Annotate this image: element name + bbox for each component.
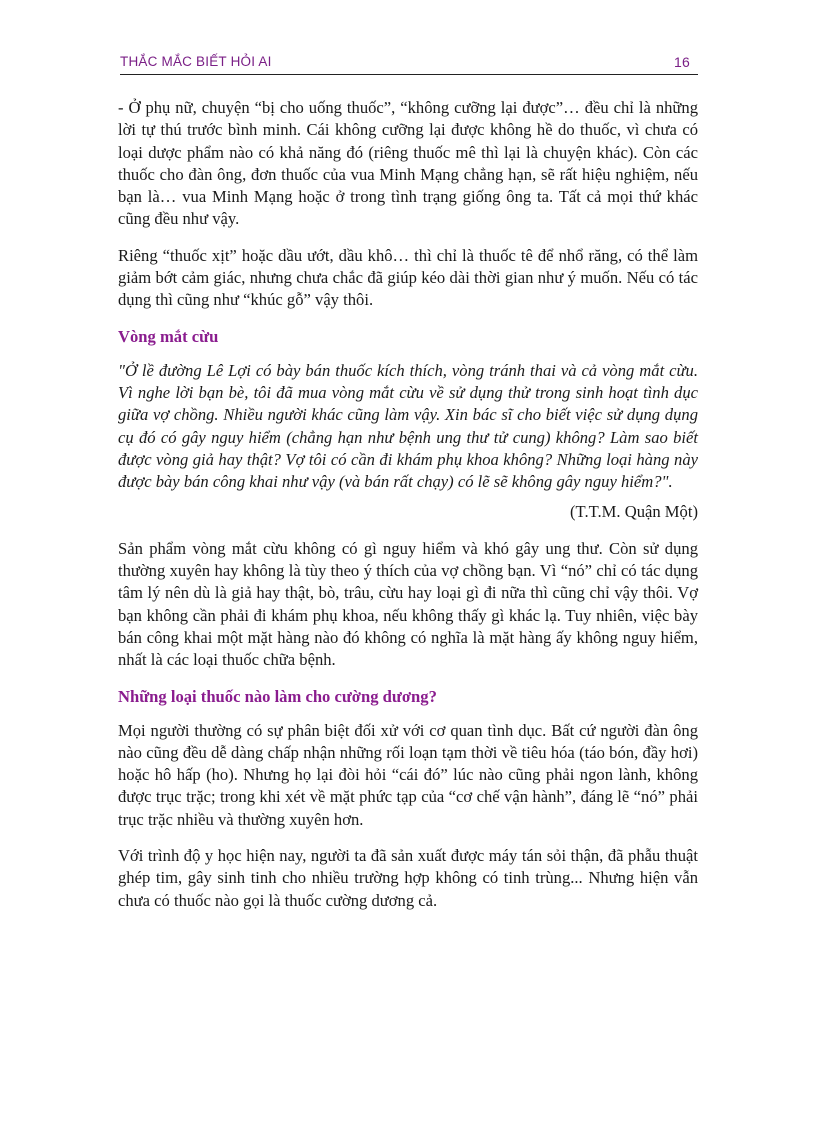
question-signature: (T.T.M. Quận Một) xyxy=(570,502,698,522)
answer-paragraph: Sản phẩm vòng mắt cừu không có gì nguy hiểm và khó gây ung thư. Còn sử dụng thường xuyên hay không là tùy theo ý thích của vợ chồng bạn. Vì “nó” chỉ có tác dụng tâm lý nên dù là giả hay thật, bò, trâu, cừu hay loại gì đi nữa thì cũng chỉ vậy thôi. Vợ bạn không cần phải đi khám phụ khoa, nếu không thấy gì khác lạ. Tuy nhiên, việc bày bán công khai một mặt hàng nào đó không có nghĩa là mặt hàng ấy không nguy hiểm, nhất là các loại thuốc chữa bệnh. xyxy=(118,538,698,670)
paragraph-discrimination: Mọi người thường có sự phân biệt đối xử với cơ quan tình dục. Bất cứ người đàn ông nào cũng đều dễ dàng chấp nhận những rối loạn tạm thời về tiêu hóa (táo bón, đầy hơi) hoặc hô hấp (ho). Nhưng họ lại đòi hỏi “cái đó” lúc nào cũng phải ngon lành, không được trục trặc; trong khi xét về mặt phức tạp của “cơ chế vận hành”, đáng lẽ “nó” phải trục trặc nhiều và thường xuyên hơn. xyxy=(118,720,698,829)
page-number: 16 xyxy=(674,54,690,70)
paragraph-spray: Riêng “thuốc xịt” hoặc dầu ướt, dầu khô… thì chỉ là thuốc tê để nhổ răng, có thể làm giảm bớt cảm giác, nhưng chưa chắc đã giúp kéo dài thời gian như ý muốn. Nếu có tác dụng thì cũng như “khúc gỗ” vậy thôi. xyxy=(118,245,698,310)
running-title: THẮC MẮC BIẾT HỎI AI xyxy=(120,54,272,69)
reader-question: "Ở lề đường Lê Lợi có bày bán thuốc kích thích, vòng tránh thai và cả vòng mắt cừu. Vì nghe lời bạn bè, tôi đã mua vòng mắt cừu về sử dụng thử trong sinh hoạt tình dục giữa vợ chồng. Nhiều người khác cũng làm vậy. Xin bác sĩ cho biết việc sử dụng dụng cụ đó có gây nguy hiểm (chẳng hạn như bệnh ung thư tử cung) không? Làm sao biết được vòng giả hay thật? Vợ tôi có cần đi khám phụ khoa không? Những loại hàng này được bày bán công khai như vậy (và bán rất chạy) có lẽ sẽ không gây nguy hiểm?". xyxy=(118,360,698,492)
paragraph-medicine: Với trình độ y học hiện nay, người ta đã sản xuất được máy tán sỏi thận, đã phẫu thuật ghép tim, gây sinh tinh cho nhiều trường hợp không có tinh trùng... Nhưng hiện vẫn chưa có thuốc nào gọi là thuốc cường dương cả. xyxy=(118,846,698,910)
section-heading-cuong-duong: Những loại thuốc nào làm cho cường dương? xyxy=(118,686,437,706)
page-content xyxy=(118,97,698,926)
page-header xyxy=(120,52,698,75)
section-heading-vong-mat-cuu: Vòng mắt cừu xyxy=(118,326,219,346)
paragraph-women: - Ở phụ nữ, chuyện “bị cho uống thuốc”, “không cưỡng lại được”… đều chỉ là những lời tự thú trước bình minh. Cái không cưỡng lại được không hề do thuốc, vì chưa có loại dược phẩm nào có khả năng đó (riêng thuốc mê thì lại là chuyện khác). Còn các thuốc cho đàn ông, đơn thuốc của vua Minh Mạng chẳng hạn, sẽ rất hiệu nghiệm, nếu bạn là… vua Minh Mạng hoặc ở trong tình trạng giống ông ta. Tất cả mọi thứ khác cũng đều như vậy. xyxy=(118,98,698,229)
